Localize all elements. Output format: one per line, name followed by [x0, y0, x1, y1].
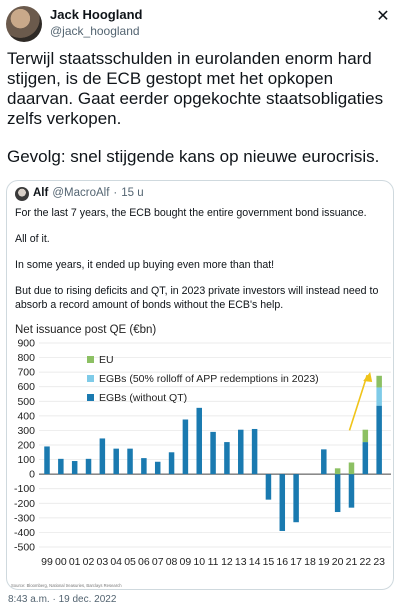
quoted-handle: @MacroAlf [52, 187, 110, 199]
x-tick-label: 02 [82, 556, 95, 568]
chart-source: Source: Bloomberg, National treasuries, Barclays Research [11, 583, 122, 588]
legend-swatch [87, 356, 94, 363]
quoted-name: Alf [33, 187, 49, 199]
bar-egbs-without-qt--01 [72, 461, 78, 474]
x-tick-label: 23 [373, 556, 386, 568]
quoted-tweet[interactable] [6, 180, 394, 590]
author-avatar[interactable] [6, 6, 42, 42]
quoted-text [15, 206, 387, 324]
x-tick-label: 22 [359, 556, 372, 568]
net-issuance-chart [7, 321, 393, 590]
annotation-arrow-head [363, 372, 372, 382]
x-tick-label: 00 [54, 556, 67, 568]
annotation-arrow-line [349, 375, 367, 430]
author-handle[interactable]: @jack_hoogland [50, 24, 140, 38]
bar-egbs-without-qt--09 [183, 420, 189, 475]
bar-egbs-without-qt--08 [169, 452, 175, 474]
bar-eu-23 [376, 376, 382, 388]
x-tick-label: 20 [331, 556, 344, 568]
x-tick-label: 19 [317, 556, 330, 568]
bar-egbs-without-qt--16 [280, 474, 286, 531]
bar-egbs-without-qt--21 [349, 474, 355, 508]
x-tick-label: 21 [345, 556, 358, 568]
bar-egbs-without-qt--22 [363, 442, 369, 474]
bar-egbs-without-qt--11 [210, 432, 216, 474]
x-tick-label: 13 [234, 556, 247, 568]
y-tick-label: -200 [13, 497, 35, 510]
separator-dot: · [113, 187, 118, 199]
x-tick-label: 09 [179, 556, 192, 568]
x-tick-label: 04 [110, 556, 123, 568]
bar-egbs-without-qt--05 [127, 449, 133, 475]
bar-egbs-without-qt--12 [224, 442, 230, 474]
bar-egbs-without-qt--04 [113, 449, 119, 475]
y-tick-label: 300 [17, 424, 35, 437]
x-tick-label: 10 [193, 556, 206, 568]
legend-label: EGBs (50% rolloff of APP redemptions in 2023) [99, 373, 319, 385]
x-tick-label: 03 [96, 556, 109, 568]
x-tick-label: 16 [276, 556, 289, 568]
y-tick-label: 900 [17, 337, 35, 350]
author-name[interactable]: Jack Hoogland [50, 7, 143, 22]
x-tick-label: 11 [207, 556, 219, 568]
quoted-paragraph-1: For the last 7 years, the ECB bought the entire government bond issuance. [15, 207, 367, 219]
legend-swatch [87, 394, 94, 401]
bar-eu-21 [349, 462, 355, 474]
quoted-avatar [15, 187, 29, 201]
tweet-paragraph-2: Gevolg: snel stijgende kans op nieuwe eurocrisis. [7, 147, 380, 166]
legend-label: EU [99, 354, 114, 366]
x-tick-label: 08 [165, 556, 178, 568]
quoted-time: 15 u [121, 187, 144, 199]
tweet-paragraph-1: Terwijl staatsschulden in eurolanden enorm hard stijgen, is de ECB gestopt met het opkopen daarvan. Gaat eerder opgekochte staatsobligaties zelfs verkopen. [7, 49, 384, 128]
author-block[interactable] [50, 7, 142, 39]
y-tick-label: -300 [13, 512, 35, 525]
tweet-text [7, 49, 393, 167]
bar-egbs-without-qt--17 [293, 474, 299, 522]
bar-eu-20 [335, 468, 341, 474]
bar-egbs-without-qt--99 [44, 446, 50, 474]
x-tick-label: 17 [290, 556, 302, 568]
x-tick-label: 12 [221, 556, 233, 568]
bar-egbs-without-qt--14 [252, 429, 258, 474]
chart-title: Net issuance post QE (€bn) [15, 324, 157, 336]
legend-swatch [87, 375, 94, 382]
tweet-timestamp[interactable]: 8:43 a.m. · 19 dec. 2022 [8, 594, 117, 605]
x-tick-label: 01 [68, 556, 81, 568]
x-tick-label: 18 [304, 556, 316, 568]
bar-eu-22 [363, 430, 369, 442]
bar-egbs-without-qt--19 [321, 449, 327, 474]
bar-egbs-without-qt--02 [86, 459, 92, 474]
quoted-author[interactable] [15, 186, 144, 201]
y-tick-label: 600 [17, 381, 35, 394]
bar-egbs-without-qt--23 [376, 406, 382, 474]
y-tick-label: -100 [13, 483, 35, 496]
bar-egbs-without-qt--00 [58, 459, 64, 474]
quoted-paragraph-2: All of it. [15, 233, 50, 245]
bar-egbs-without-qt--06 [141, 458, 147, 474]
bar-egbs-without-qt--15 [266, 474, 272, 500]
bar-egbs-without-qt--20 [335, 474, 341, 512]
y-tick-label: -400 [13, 526, 35, 539]
legend-label: EGBs (without QT) [99, 392, 188, 404]
y-tick-label: 700 [17, 366, 35, 379]
quoted-paragraph-4: But due to rising deficits and QT, in 2023 private investors will instead need to absorb a record amount of bonds without the ECB's help. [15, 285, 379, 311]
y-tick-label: 500 [17, 395, 35, 408]
chart-svg [7, 321, 393, 590]
quoted-paragraph-3: In some years, it ended up buying even more than that! [15, 259, 275, 271]
x-tick-label: 06 [138, 556, 150, 568]
y-tick-label: 0 [29, 468, 35, 481]
x-tick-label: 14 [248, 556, 261, 568]
x-tick-label: 99 [41, 556, 53, 568]
bar-egbs-without-qt--13 [238, 430, 244, 474]
x-tick-label: 07 [151, 556, 164, 568]
y-tick-label: 200 [17, 439, 35, 452]
x-tick-label: 15 [262, 556, 275, 568]
bar-egbs-without-qt--10 [196, 408, 202, 474]
close-icon[interactable]: ✕ [376, 8, 390, 25]
y-tick-label: 100 [17, 454, 35, 467]
bar-egbs-50-rolloff-of-app-redemptions-in-2023--23 [376, 387, 382, 405]
y-tick-label: 800 [17, 352, 35, 365]
bar-egbs-without-qt--03 [100, 438, 106, 474]
y-tick-label: 400 [17, 410, 35, 423]
y-tick-label: -500 [13, 541, 35, 554]
x-tick-label: 05 [124, 556, 136, 568]
bar-egbs-without-qt--07 [155, 462, 161, 474]
